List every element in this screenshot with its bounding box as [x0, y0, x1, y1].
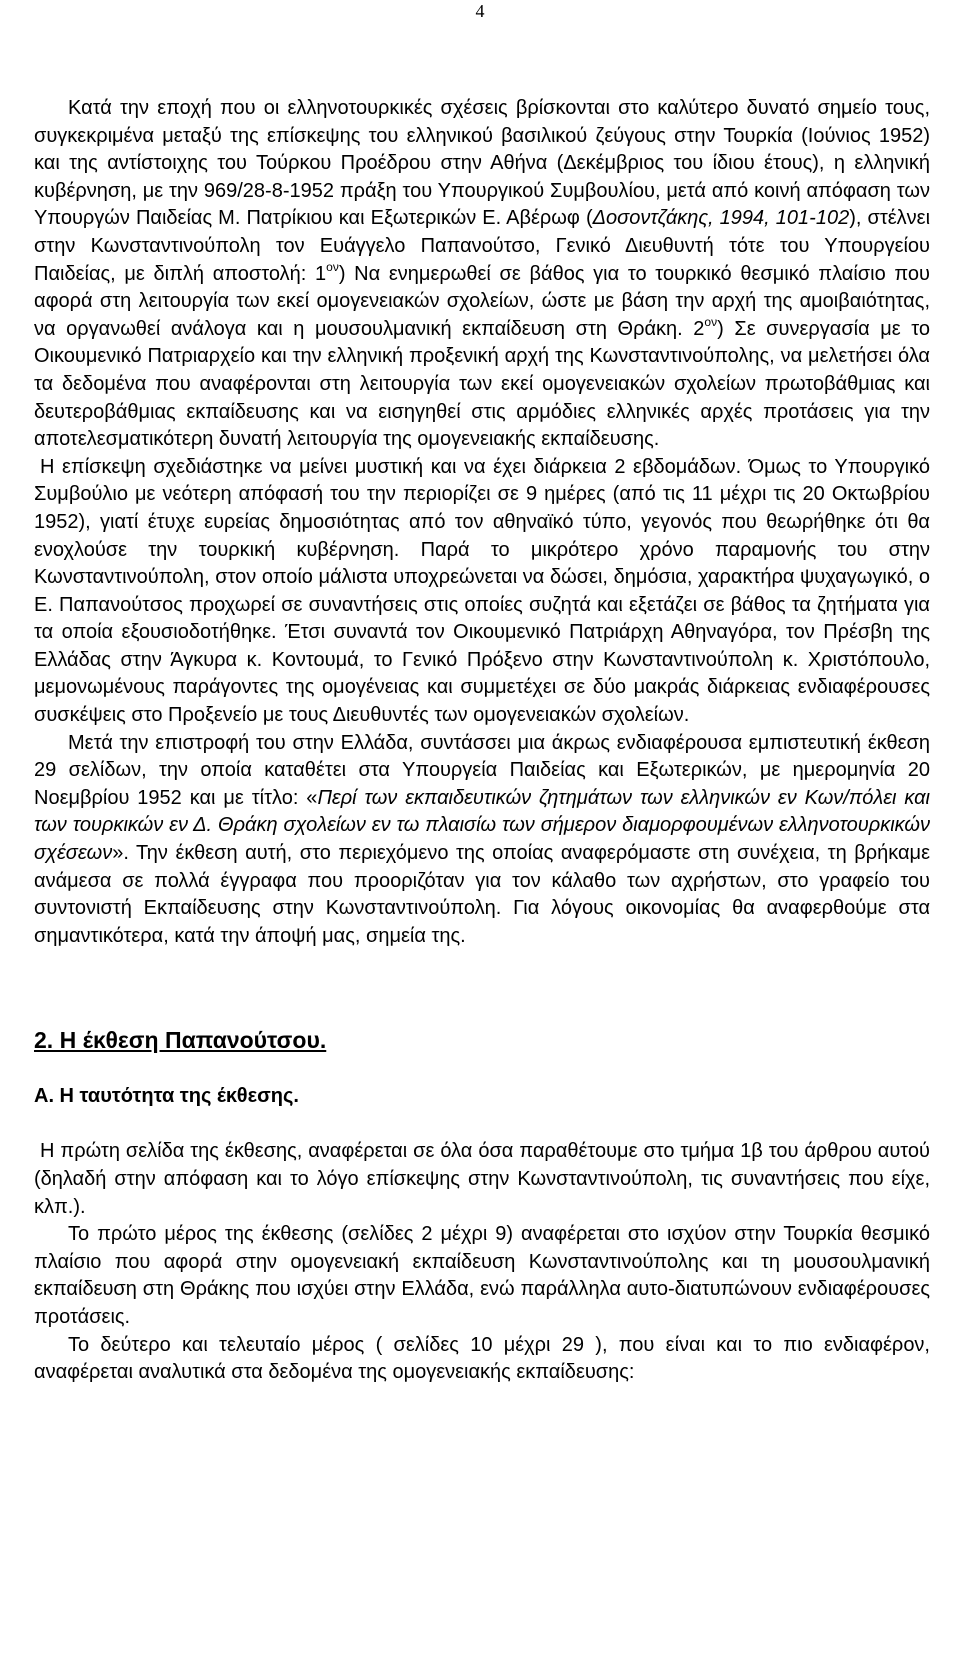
paragraph-second-part: Το δεύτερο και τελευταίο μέρος ( σελίδες 10 μέχρι 29 ), που είναι και το πιο ενδιαφέρον, αναφέρεται αναλυτικά στα δεδομένα της ομογενειακής εκπαίδευσης:: [34, 1333, 930, 1384]
paragraph-text: Μετά την επιστροφή του στην Ελλάδα, συντάσσει μια άκρως ενδιαφέρουσα εμπιστευτική έκθεση 29 σελίδων, την οποία καταθέτει στα Υπουργεία Παιδείας και Εξωτερικών, με ημερομηνία 20 Νοεμβρίου 1952 και με τίτλο: «: [34, 731, 930, 809]
ordinal-superscript: ον: [704, 314, 718, 329]
report-title: Περί των εκπαιδευτικών ζητημάτων των ελληνικών εν Κων/πόλει και των τουρκικών εν Δ. Θράκη σχολείων εν τω πλαισίω των σήμερον διαμορφουμένων ελληνοτουρκικών σχέσεων: [34, 786, 930, 865]
document-body: [34, 95, 930, 1387]
paragraph-text: ) Να ενημερωθεί σε βάθος για το τουρκικό θεσμικό πλαίσιο που αφορά στη λειτουργία των εκεί ομογενειακών σχολείων, ώστε με βάση την αρχή της αμοιβαιότητας, να οργανωθεί ανάλογα και η μουσουλμανική εκπαίδευση στη Θράκη. 2: [34, 262, 930, 340]
paragraph-first-part: Το πρώτο μέρος της έκθεσης (σελίδες 2 μέχρι 9) αναφέρεται στο ισχύον στην Τουρκία θεσμικό πλαίσιο που αφορά στην ομογενειακή εκπαίδευση Κωνσταντινούπολης και τη μουσουλμανική εκπαίδευση στη Θράκης που ισχύει στην Ελλάδα, ενώ παράλληλα αυτο-διατυπώνουν ενδιαφέρουσες προτάσεις.: [34, 1223, 930, 1328]
paragraph-report: [34, 730, 930, 951]
paragraph-text: Κατά την εποχή που οι ελληνοτουρκικές σχέσεις βρίσκονται στο καλύτερο δυνατό σημείο τους, συγκεκριμένα μεταξύ της επίσκεψης του ελληνικού βασιλικού ζεύγους στην Τουρκία (Ιούνιος 1952) και της αντίστοιχης του Τούρκου Προέδρου στην Αθήνα (Δεκέμβριος του ίδιου έτους), η ελληνική κυβέρνηση, με την 969/28-8-1952 πράξη του Υπουργικού Συμβουλίου, μετά από κοινή απόφαση των Υπουργών Παιδείας Μ. Πατρίκιου και Εξωτερικών Ε. Αβέρωφ (: [34, 97, 930, 230]
paragraph-mission: [34, 95, 930, 454]
page-number: 4: [475, 1, 485, 21]
section-heading: 2. Η έκθεση Παπανούτσου.: [34, 1027, 327, 1054]
paragraph-first-page: Η πρώτη σελίδα της έκθεσης, αναφέρεται σε όλα όσα παραθέτουμε στο τμήμα 1β του άρθρου αυτού (δηλαδή στην απόφαση και το λόγο επίσκεψης στην Κωνσταντινούπολη, τις συναντήσεις που είχε, κλπ.).: [34, 1140, 930, 1218]
paragraph-text: ), στέλνει στην Κωνσταντινούπολη τον Ευάγγελο Παπανούτσο, Γενικό Διευθυντή τότε του Υπουργείου Παιδείας, με διπλή αποστολή: 1: [34, 207, 931, 285]
ordinal-superscript: ον: [326, 259, 339, 274]
paragraph-text: ». Την έκθεση αυτή, στο περιεχόμενο της οποίας αναφερόμαστε στη συνέχεια, τη βρήκαμε ανάμεσα σε πολλά έγγραφα που προοριζόταν για τον κάλαθο των αχρήστων, στο γραφείο του συντονιστή Εκπαίδευσης στην Κωνσταντινούπολη. Για λόγους οικονομίας θα αναφερθούμε στα σημαντικότερα, κατά την άποψή μας, σημεία της.: [34, 842, 930, 947]
subsection-heading: Α. Η ταυτότητα της έκθεσης.: [34, 1085, 299, 1108]
paragraph-text: ) Σε συνεργασία με το Οικουμενικό Πατριαρχείο και την ελληνική προξενική αρχή της Κωνσταντινούπολης, να μελετήσει όλα τα δεδομένα που αναφέρονται στη λειτουργία των εκεί ομογενειακών σχολείων πρωτοβάθμιας και δευτεροβάθμιας εκπαίδευσης και να εισηγηθεί στις αρμόδιες ελληνικές αρχές προτάσεις για την αποτελεσματικότερη δυνατή λειτουργία της ομογενειακής εκπαίδευσης.: [34, 317, 930, 451]
citation: Δοσοντζάκης, 1994, 101-102: [592, 207, 850, 230]
paragraph-visit: Η επίσκεψη σχεδιάστηκε να μείνει μυστική και να έχει διάρκεια 2 εβδομάδων. Όμως το Υπουργικό Συμβούλιο με νεότερη απόφασή του την περιορίζει σε 9 ημέρες (από τις 11 μέχρι τις 20 Οκτωβρίου 1952), γιατί έτυχε ευρείας δημοσιότητας από τον αθηναϊκό τύπο, γεγονός που θεωρήθηκε ότι θα ενοχλούσε την τουρκική κυβέρνηση. Παρά το μικρότερο χρόνο παραμονής του στην Κωνσταντινούπολη, στον οποίο μάλιστα υποχρεώνεται να δώσει, δημόσια, χαρακτήρα ψυχαγωγικό, ο Ε. Παπανούτσος προχωρεί σε συναντήσεις στις οποίες συζητά και εξετάζει σε βάθος τα ζητήματα για τα οποία εξουσιοδοτήθηκε. Έτσι συναντά τον Οικουμενικό Πατριάρχη Αθηναγόρα, τον Πρέσβη της Ελλάδας στην Άγκυρα κ. Κοντουμά, το Γενικό Πρόξενο στην Κωνσταντινούπολη κ. Χριστόπουλο, μεμονωμένους παράγοντες της ομογένειας και συμμετέχει σε δύο μακράς διάρκειας ενδιαφέρουσες συσκέψεις στο Προξενείο με τους Διευθυντές των ομογενειακών σχολείων.: [34, 455, 930, 727]
